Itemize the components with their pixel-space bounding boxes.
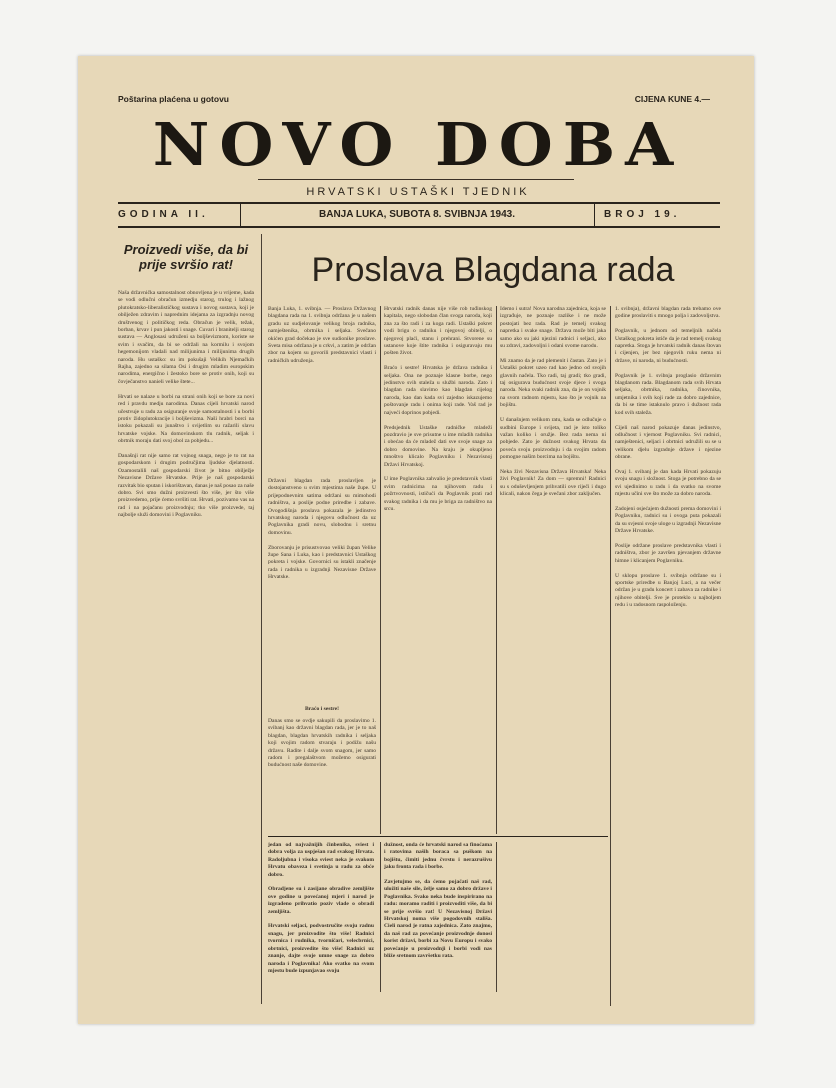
column-rule [380,306,381,834]
price-label: CIJENA KUNE 4.— [634,94,710,104]
masthead-subtitle: HRVATSKI USTAŠKI TJEDNIK [306,186,530,198]
masthead-title: NOVO DOBA [152,109,684,180]
masthead-ornament-line [258,179,574,180]
info-separator [240,204,241,226]
section-rule [268,836,608,837]
column-rule [261,234,262,1004]
column-rule [610,306,611,1006]
newspaper-page [78,56,754,1024]
main-headline: Proslava Blagdana rada [311,251,675,289]
column-rule [496,842,497,992]
column-rule [380,842,381,992]
issue-info-bar [118,202,720,228]
issue-number: BROJ 19. [604,209,681,220]
issue-date: BANJA LUKA, SUBOTA 8. SVIBNJA 1943. [319,209,515,220]
bottom-text-col2: dužnost, onda će hrvatski narod sa finoćama i ratovima naših boraca sa puškom na bojištu, čimiti jednu čvrstu i nerazrušivu jaku fronta rada i borbe. Zavjetujmo se, da ćemo pojačati naš rad, uložiti naše sile, želje samo za dobro države i Poglavnika. Svako neka bude inspirirano na radu: moramo raditi i proizvoditi više, da bi se prije svršio rat! U Nezavisnoj Državi Hrvatskoj noma više pogodovnih stališa. Cieli narod je ratna zajednica. Zato znajmo, da naš rad za povećanje proizvodnje donosi korist državi, borbi za Novu Europu i svako povećanje u proizvodnji i borbi vodi nas bliže sretnom završetku rata. [384,842,492,960]
info-separator [594,204,595,226]
main-article-col3: Idemo i sutra! Nova narodna zajednica, koja se izgrađuje, ne poznaje razlike i ne može postojati bez rada. Rad je temelj svakog napretka i svake snage. Država može biti jaka samo ako su jaki njezini radnici i seljaci, ako su zdravi, zadovoljni i odani svome narodu. Mi znamo da je rad plemenit i častan. Zato je i Ustaški pokret uzeo rad kao jedno od svojih glavnih načela. Tko radi, taj gradi; tko gradi, taj osigurava budućnost svoje djece i svoga naroda. Neka svaki radnik zna, da je on vojnik na svom radnom mjestu, kao što je vojnik na bojištu. U današnjem velikom ratu, kada se odlučuje o sudbini Europe i svijeta, rad je isto toliko važan koliko i oružje. Bez rada nema ni pobjede. Zato je dužnost svakog Hrvata da poveća svoju proizvodnju i da svojim radom pomogne našim borcima na bojištu. Neka živi Nezavisna Država Hrvatska! Neka živi Poglavnik! Za dom — spremni! Radnici su s oduševljenjem prihvatili ove riječi i dugo klicali, nakon čega je svečani zbor zaključen. [500,306,606,498]
main-article-col1: Državni blagdan rada proslavljen je dostojanstveno u svim mjestima naše župe. U prijepodnevnim satima održani su mimohodi radništva, a poslije podne priredbe i zabave. Ovogodišnja proslava pokazala je jedinstvo hrvatskog naroda i njegovu odlučnost da uz Poglavnika gradi novu, slobodnu i sretnu domovinu. Zborovanju je prisustvovao veliki župan Velike župe Sana i Luka, kao i predstavnici Ustaškog pokreta i vojske. Govornici su istakli značenje rada i radnika u izgradnji Nezavisne Države Hrvatske. [268,478,376,581]
main-article-col2: Hrvatski radnik danas nije više rob tuđinskog kapitala, nego slobodan član svoga naroda, koji zna za što radi i za koga radi. Ustaški pokret vodi brigu o radniku i njegovoj obitelji, o njegovoj plaći, stanu i prehrani. Stvorene su ustanove koje štite radnika i osiguravaju mu pošten život. Braćo i sestre! Hrvatska je država radnika i seljaka. Ona ne poznaje klasne borbe, nego jedinstvo svih staleža u službi naroda. Zato i blagdan rada slavimo kao blagdan cijelog naroda, kao dan kada svi zajedno iskazujemo poštovanje radu i onima koji rade. Vaš rad je najveći doprinos pobjedi. Predsjednik Ustaške radničke mladeži pozdravio je sve prisutne u ime mladih radnika i obećao da će mladež dati sve svoje snage za dobro domovine. Na kraju je okupljeno mnoštvo klicalo Poglavniku i Nezavisnoj Državi Hrvatskoj. U ime Poglavnika zahvalio je predstavnik vlasti svim radnicima na njihovom radu i požrtvovnosti, ističući da Poglavnik prati rad svakog radnika i da mu je briga za radništvo na srcu. [384,306,492,512]
main-article-lead: Banja Luka, 1. svibnja. — Proslava Državnog blagdana rada na 1. svibnja održana je u našem gradu uz sudjelovanje velikog broja radnika, namještenika, obrtnika i seljaka. Svečano okićen grad dočekao je sve sudionike proslave. Sveta misa održana je u crkvi, a zatim je održan zbor na kojem su govorili predstavnici vlasti i radničkih udruženja. [268,306,378,364]
bottom-text-col3 [500,842,606,992]
volume-label: GODINA II. [118,209,209,220]
postage-note: Poštarina plaćena u gotovu [118,94,229,104]
main-article-col1b: Danas smo se ovdje sakupili da proslavimo 1. svibanj kao državni blagdan rada, jer je to naš blagdan, blagdan hrvatskih radnika i seljaka koji svojim radom stvaraju i podižu našu državu. Radite i dalje svom snagom, jer samo radom i pregalaštvom možemo osigurati budućnost naše domovine. [268,718,378,769]
left-article-headline: Proizvedi više, da bi prije svršio rat! [123,242,249,272]
main-article-col4: 1. svibnja), državni blagdan rada trebamo ove godine proslaviti s mnogo polja i zadovoljstva. Poglavnik, u jednom od temeljnih načela Ustaškog pokreta ističe da je rad temelj svakog napretka. Stoga je hrvatski radnik danas štovan i cijenjen, jer bez njegovih ruku nema ni države, ni naroda, ni budućnosti. Poglavnik je 1. svibnja proglasio državnim blagdanom rada. Blagdanom rada svih Hrvata seljaka, obrtnika, radnika, činovnika, umjetnika i svih koji rade za dobro zajednice, da bi se time istaknulo pravo i dužnost rada kod svih staleža. Cijeli naš narod pokazuje danas jedinstvo, odlučnost i vjernost Poglavniku. Svi radnici, namještenici, seljaci i obrtnici udružili su se u velikom djelu izgradnje države i njezine obrane. Ovaj 1. svibanj je dan kada Hrvati pokazuju svoju snagu i složnost. Stoga je potrebno da se svi ujedinimo u radu i da svatko na svome mjestu učini sve što može za dobro naroda. Zadojeni osjećajem dužnosti prema domovini i Poglavniku, radnici su i ovoga puta pokazali da su svjesni svoje uloge u izgradnji Nezavisne Države Hrvatske. Poslije održane proslave predstavnika vlasti i radništva, zbor je završen pjevanjem državne himne i klicanjem Poglavniku. U sklopu proslave 1. svibnja održane su i sportske priredbe u Banjoj Luci, a na večer održan je u gradu koncert i zabava za radnike i njihove obitelji. Sve je proteklo u najboljem redu i u radosnom raspoloženju. [615,306,721,609]
subheading-comrades: Braćo i sestre! [304,706,340,712]
bottom-text-col1: jedan od najvažnijih činbenika, sviest i dobra volja za uspješan rad svakog Hrvata. Radoljubna i visoka sviest neka je svakom Hrvatu obaveza i svetinja u radu za obće dobro. Obradjene su i zasijane obradive zemljište ove godine u povećanoj mjeri i narod je izgrađeno prihvatio poziv vlade o obradi zemljišta. Hrvatski seljaci, podvostručite svoju radnu snagu, jer proizvodite što više! Radnici tvornica i rudnika, tvorničari, velecbrnici, obrtnici, proizvedite što više! Radnici uz znanje, dajte svoje umne snage za dobro naroda i Poglavnika! Ako svatko na svom mjestu bude izpunjavao svoju [268,842,374,974]
left-article-body: Naša državnička samostalnost obnovljena je u vrijeme, kada se vodi odlučni obračun izmedju starog, trulog i lažnog plutokratsko-liberalističkog sustava i novog sustava, koji je obilježen zdravim i naprednim idejama za izgradnju novog društvenog i političkog reda. Obračun je velik, težak, borban, krvav i pun jakosti i snage. Cuvari i branitelji starog sustava — Anglosasi udruženi sa boljševizmom, koriste se svim i svačim, da bi se održali na kormilu i svojom hegemonijom vladali nad milijunima i milijunima drugih naroda. Hu ustaško: su im pokušaji Velikih Njemačkih Rajha, zajedno sa silama Osi i drugim mladim europskim narodima, energično i žestoko bore se protiv onih, koji su čovječanstvo nanieli velike štete... Hrvati se nalaze u borbi na strani onih koji se bore za novi red i pravdu medju narodima. Danas cijeli hrvatski narod učestvuje u radu za osiguranje svoje samostalnosti i u borbi protiv židoplutokracije i boljševizma. Naši hrabri borci na istoku pokazali su junaštvo i svijetlim su ražarili slavu hrvatske vojske. Na domovinskom tlu radnik, seljak i obrtnik moraju dati svoj obol za pobjedu... Današnji rat nije samo rat vojnog snaga, nego je to rat na gospodarskom i drugim područjima ljudske djelatnosti. Ozamostalili naš gospodarski život je bitno obilježje Nezavisne Države Hrvatske. Prije je naš gospodarski razvitak bio sputan i iskorištavan, danas je naš posao za naše dobro. Svi smo dužni proizvesti što više, jer što više proizvedemo, prije ćemo svršiti rat. Hrvati, pozivamo vas na rad i na pojačanu proizvodnju; tko više proizvede, taj najbolje služi domovini i Poglavniku. [118,290,254,519]
column-rule [496,306,497,834]
masthead [118,106,718,186]
